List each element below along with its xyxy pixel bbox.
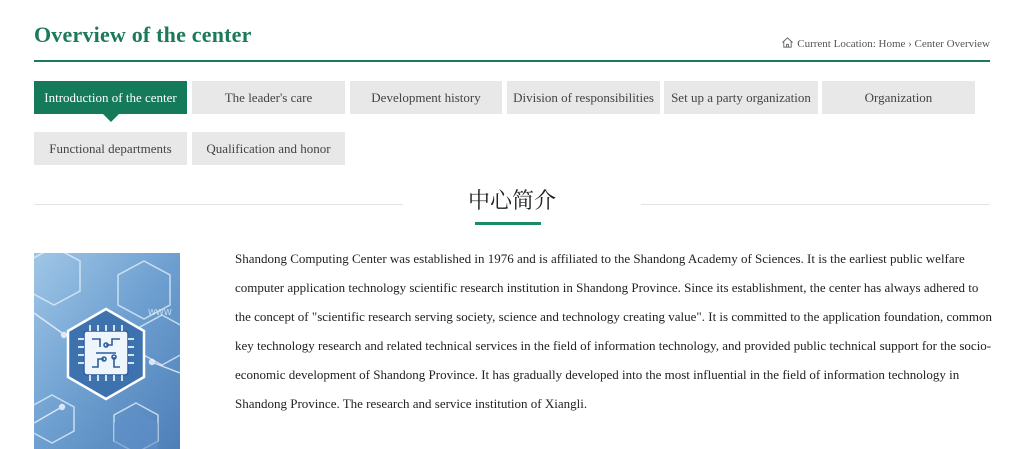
section-heading: 中心简介 — [467, 189, 556, 214]
intro-paragraph: Shandong Computing Center was established in 1976 and is affiliated to the Shandong Academy of Sciences. It is the earliest public welfare computer application technology scientific research institution in Shandong Province. Since its establishment, the center has always adhered to the concept of "scientific research serving society, science and technology creating value". It is committed to the application foundation, common key technology research and related technical services in the field of information technology, and provided public technical support for the socio-economic development of Shandong Province. It has gradually developed into the most influential in the field of information technology in Shandong Province. The research and service institution of Xiangli. — [235, 251, 993, 411]
tab-functional-departments[interactable]: Functional departments — [34, 132, 187, 165]
tab-introduction[interactable]: Introduction of the center — [34, 81, 187, 114]
tab-organization[interactable]: Organization — [822, 81, 975, 114]
breadcrumb-text[interactable]: Current Location: Home › Center Overview — [797, 38, 990, 50]
section-header — [34, 184, 990, 228]
svg-text:WWW: WWW — [148, 308, 172, 317]
tab-leaders-care[interactable]: The leader's care — [192, 81, 345, 114]
title-divider — [34, 60, 990, 62]
tab-qualification-honor[interactable]: Qualification and honor — [192, 132, 345, 165]
circuit-chip-illustration — [34, 253, 180, 449]
page-title: Overview of the center — [34, 22, 252, 47]
section-underline — [475, 222, 541, 225]
tab-division-responsibilities[interactable]: Division of responsibilities — [507, 81, 660, 114]
tab-development-history[interactable]: Development history — [350, 81, 502, 114]
home-icon — [781, 36, 794, 52]
breadcrumb — [781, 36, 990, 52]
tab-party-organization[interactable]: Set up a party organization — [664, 81, 818, 114]
